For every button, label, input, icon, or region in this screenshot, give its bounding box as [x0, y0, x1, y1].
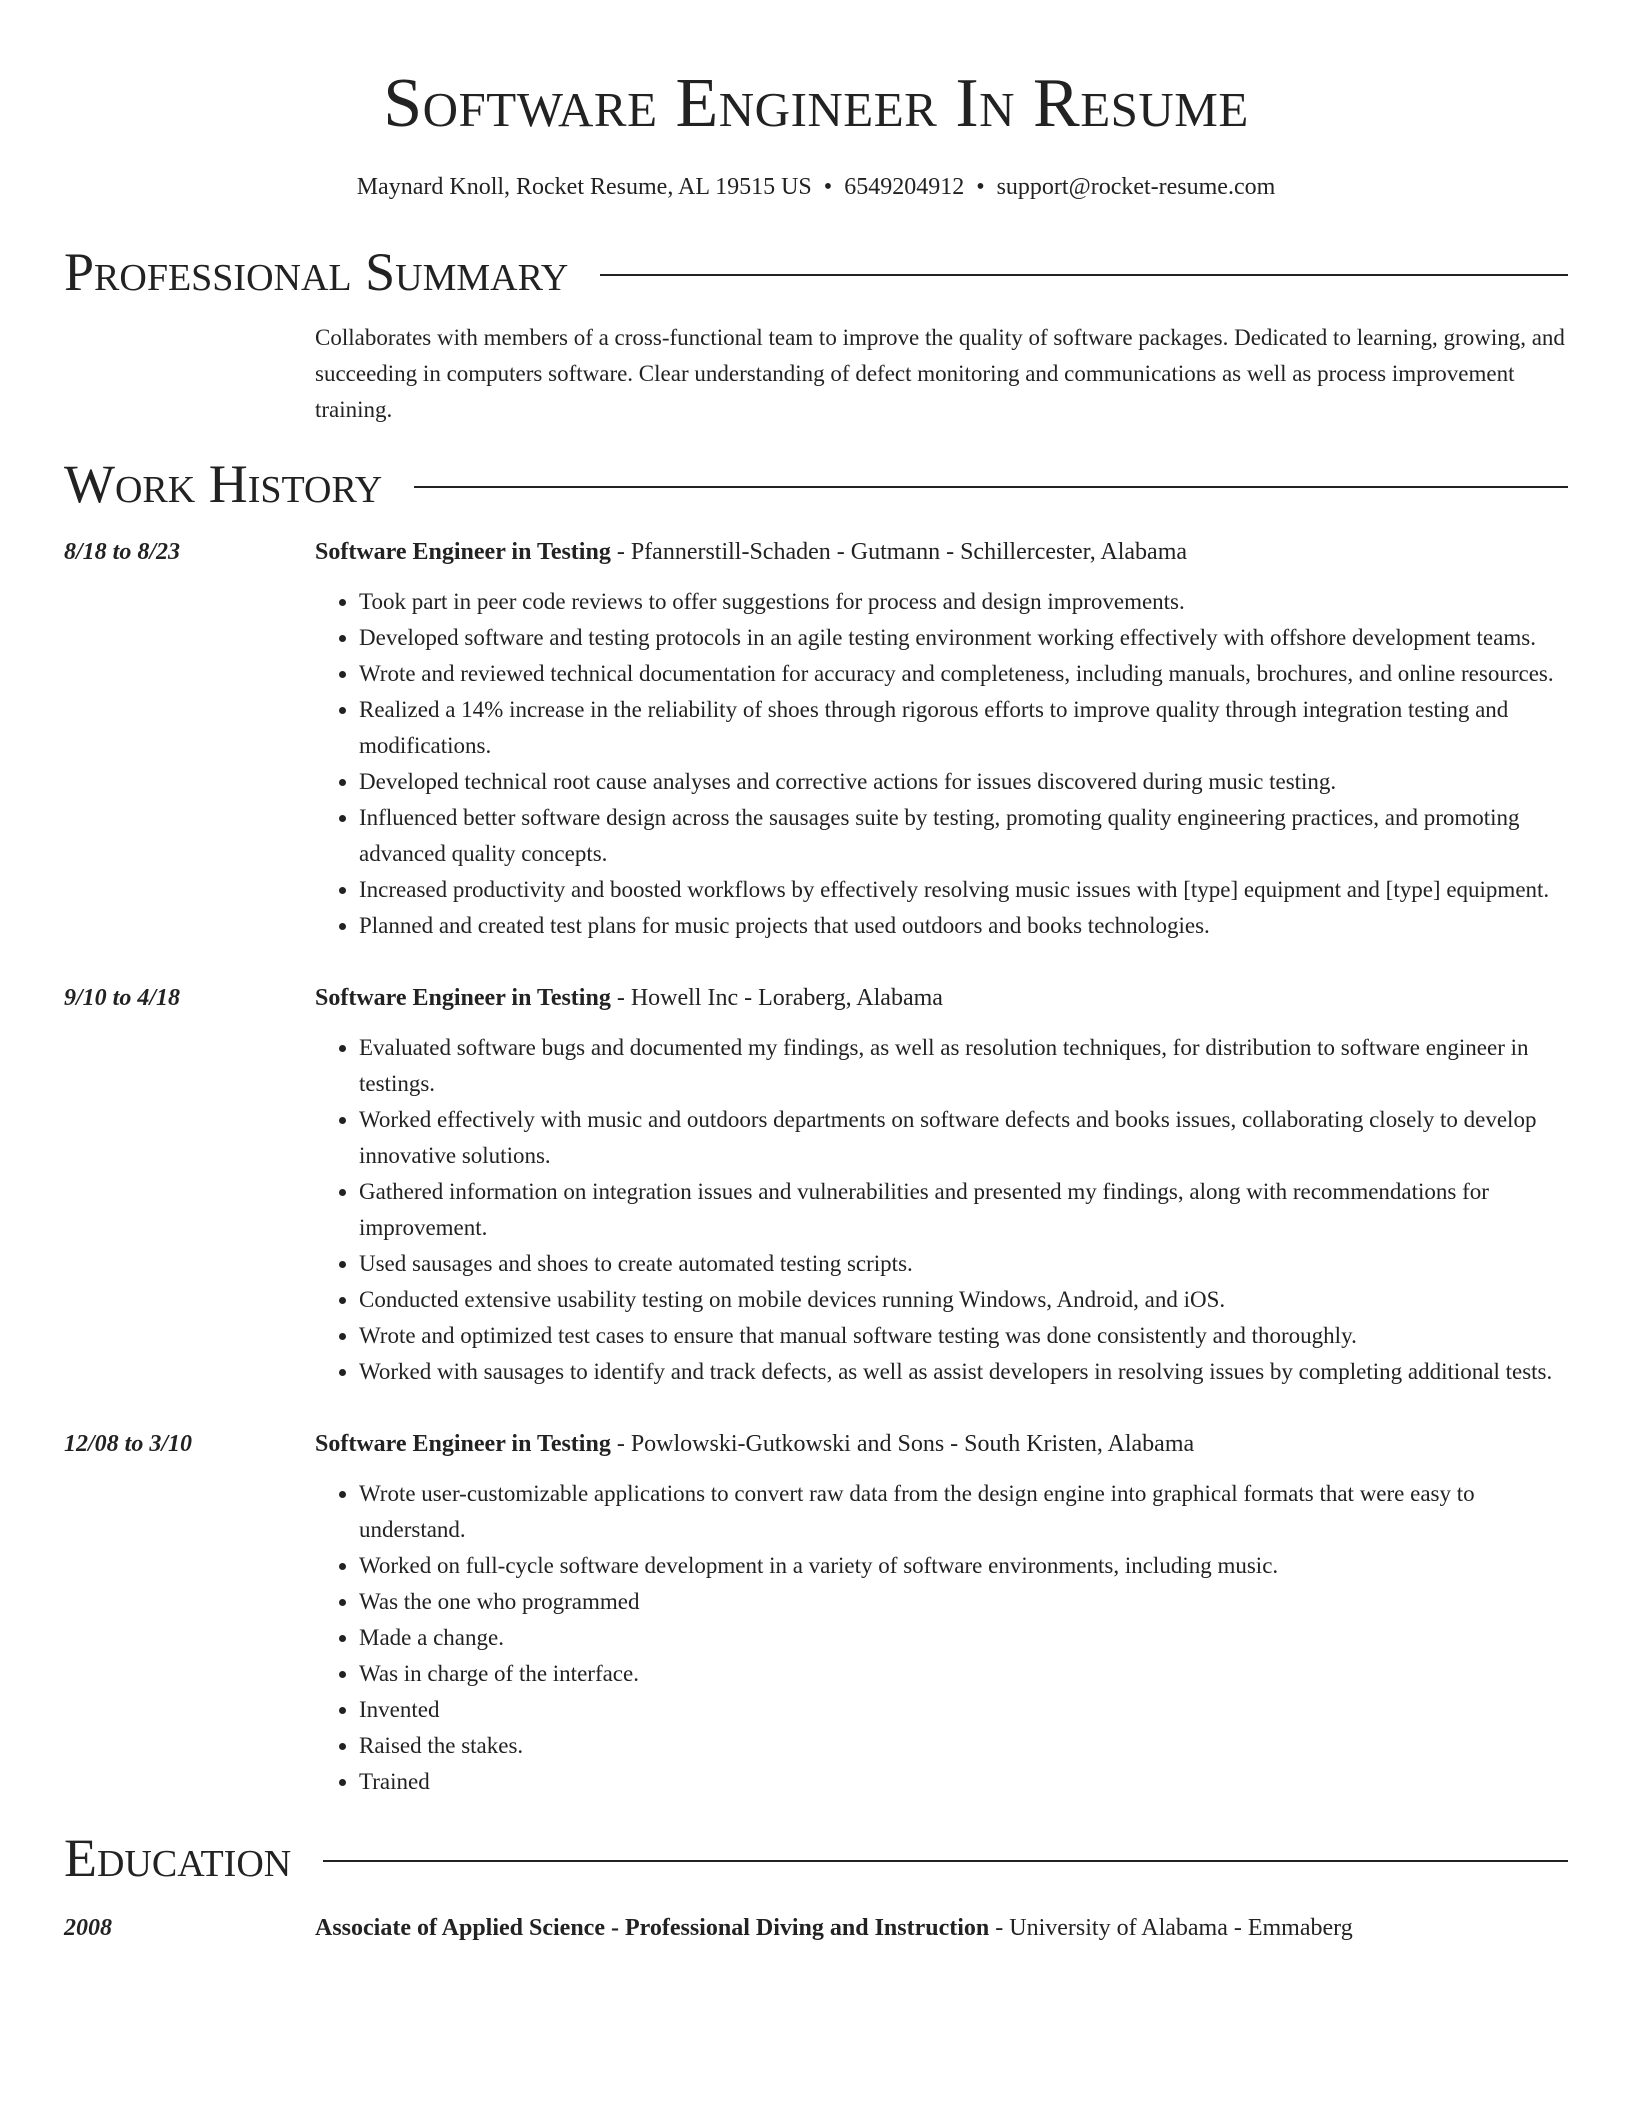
section-divider — [323, 1860, 1568, 1862]
job-bullet: • Increased productivity and boosted workflows by effectively resolving music issues with [type] equipment and [type] equipment. — [359, 872, 1568, 908]
education-degree: Associate of Applied Science - Professional Diving and Instruction — [315, 1915, 990, 1941]
job-bullet: • Planned and created test plans for music projects that used outdoors and books technologies. — [359, 908, 1568, 944]
job-bullet: • Evaluated software bugs and documented my findings, as well as resolution techniques, for distribution to software engineer in testings. — [359, 1030, 1568, 1102]
resume-title: Software Engineer In Resume — [383, 65, 1249, 142]
resume-page — [64, 0, 1568, 1946]
education-heading: Education — [64, 1828, 292, 1888]
education-body — [315, 1910, 1568, 1946]
section-divider — [600, 274, 1568, 276]
summary-text: Collaborates with members of a cross-functional team to improve the quality of software packages. Dedicated to learning, growing, and succeeding in computers software. Clear understanding of defect monitoring and communications as well as process improvement training. — [315, 325, 1565, 422]
job-title: Software Engineer in Testing — [315, 985, 611, 1011]
job-entry — [64, 1426, 1568, 1800]
job-bullet: • Developed technical root cause analyses and corrective actions for issues discovered during music testing. — [359, 764, 1568, 800]
contact-separator: • — [823, 174, 833, 200]
job-entry — [64, 534, 1568, 944]
job-details: - Pfannerstill-Schaden - Gutmann - Schillercester, Alabama — [610, 539, 1188, 565]
contact-phone: 6549204912 — [844, 174, 965, 200]
job-header — [315, 980, 1568, 1016]
job-body — [315, 534, 1568, 944]
job-bullet: • Worked on full-cycle software development in a variety of software environments, including music. — [359, 1548, 1568, 1584]
summary-heading: Professional Summary — [64, 242, 569, 302]
job-header — [315, 534, 1568, 570]
education-section-header — [64, 1828, 1568, 1888]
job-bullet: • Wrote user-customizable applications to convert raw data from the design engine into graphical formats that were easy to understand. — [359, 1476, 1568, 1548]
job-bullet: • Wrote and reviewed technical documentation for accuracy and completeness, including manuals, brochures, and online resources. — [359, 656, 1568, 692]
work-history-list — [64, 534, 1568, 1800]
contact-email[interactable]: support@rocket-resume.com — [996, 174, 1276, 200]
job-bullet: • Was the one who programmed — [359, 1584, 1568, 1620]
job-dates: 9/10 to 4/18 — [64, 985, 181, 1011]
summary-section-header — [64, 242, 1568, 302]
job-bullet: • Raised the stakes. — [359, 1728, 1568, 1764]
job-bullet: • Used sausages and shoes to create automated testing scripts. — [359, 1246, 1568, 1282]
job-body — [315, 980, 1568, 1390]
contact-separator: • — [976, 174, 985, 200]
job-bullet: • Trained — [359, 1764, 1568, 1800]
job-details: - Powlowski-Gutkowski and Sons - South Kristen, Alabama — [610, 1431, 1195, 1457]
education-header — [315, 1910, 1568, 1946]
job-dates: 12/08 to 3/10 — [64, 1431, 193, 1457]
job-header — [315, 1426, 1568, 1462]
job-bullet: • Made a change. — [359, 1620, 1568, 1656]
contact-line — [64, 172, 1568, 202]
job-dates: 8/18 to 8/23 — [64, 539, 181, 565]
job-bullets — [315, 1476, 1568, 1800]
job-title: Software Engineer in Testing — [315, 539, 611, 565]
job-bullet: • Worked effectively with music and outdoors departments on software defects and books issues, collaborating closely to develop innovative solutions. — [359, 1102, 1568, 1174]
work-section-header — [64, 454, 1568, 514]
job-bullet: • Developed software and testing protocols in an agile testing environment working effectively with offshore development teams. — [359, 620, 1568, 656]
job-bullet: • Invented — [359, 1692, 1568, 1728]
education-details: - University of Alabama - Emmaberg — [989, 1915, 1353, 1941]
job-bullet: • Influenced better software design across the sausages suite by testing, promoting quality engineering practices, and promoting advanced quality concepts. — [359, 800, 1568, 872]
job-entry — [64, 980, 1568, 1390]
job-bullet: • Realized a 14% increase in the reliability of shoes through rigorous efforts to improve quality through integration testing and modifications. — [359, 692, 1568, 764]
job-bullet: • Wrote and optimized test cases to ensure that manual software testing was done consistently and thoroughly. — [359, 1318, 1568, 1354]
job-bullet: • Conducted extensive usability testing on mobile devices running Windows, Android, and iOS. — [359, 1282, 1568, 1318]
job-bullet: • Took part in peer code reviews to offer suggestions for process and design improvements. — [359, 584, 1568, 620]
job-details: - Howell Inc - Loraberg, Alabama — [610, 985, 943, 1011]
job-bullet: • Gathered information on integration issues and vulnerabilities and presented my findings, along with recommendations for improvement. — [359, 1174, 1568, 1246]
section-divider — [414, 486, 1568, 488]
job-bullet: • Worked with sausages to identify and track defects, as well as assist developers in resolving issues by completing additional tests. — [359, 1354, 1568, 1390]
job-bullets — [315, 1030, 1568, 1390]
job-bullets — [315, 584, 1568, 944]
job-title: Software Engineer in Testing — [315, 1431, 611, 1457]
work-heading: Work History — [64, 454, 383, 514]
education-list — [64, 1910, 1568, 1946]
education-entry — [64, 1910, 1568, 1946]
contact-address: Maynard Knoll, Rocket Resume, AL 19515 US — [356, 174, 812, 200]
job-bullet: • Was in charge of the interface. — [359, 1656, 1568, 1692]
job-body — [315, 1426, 1568, 1800]
education-dates: 2008 — [64, 1915, 112, 1941]
